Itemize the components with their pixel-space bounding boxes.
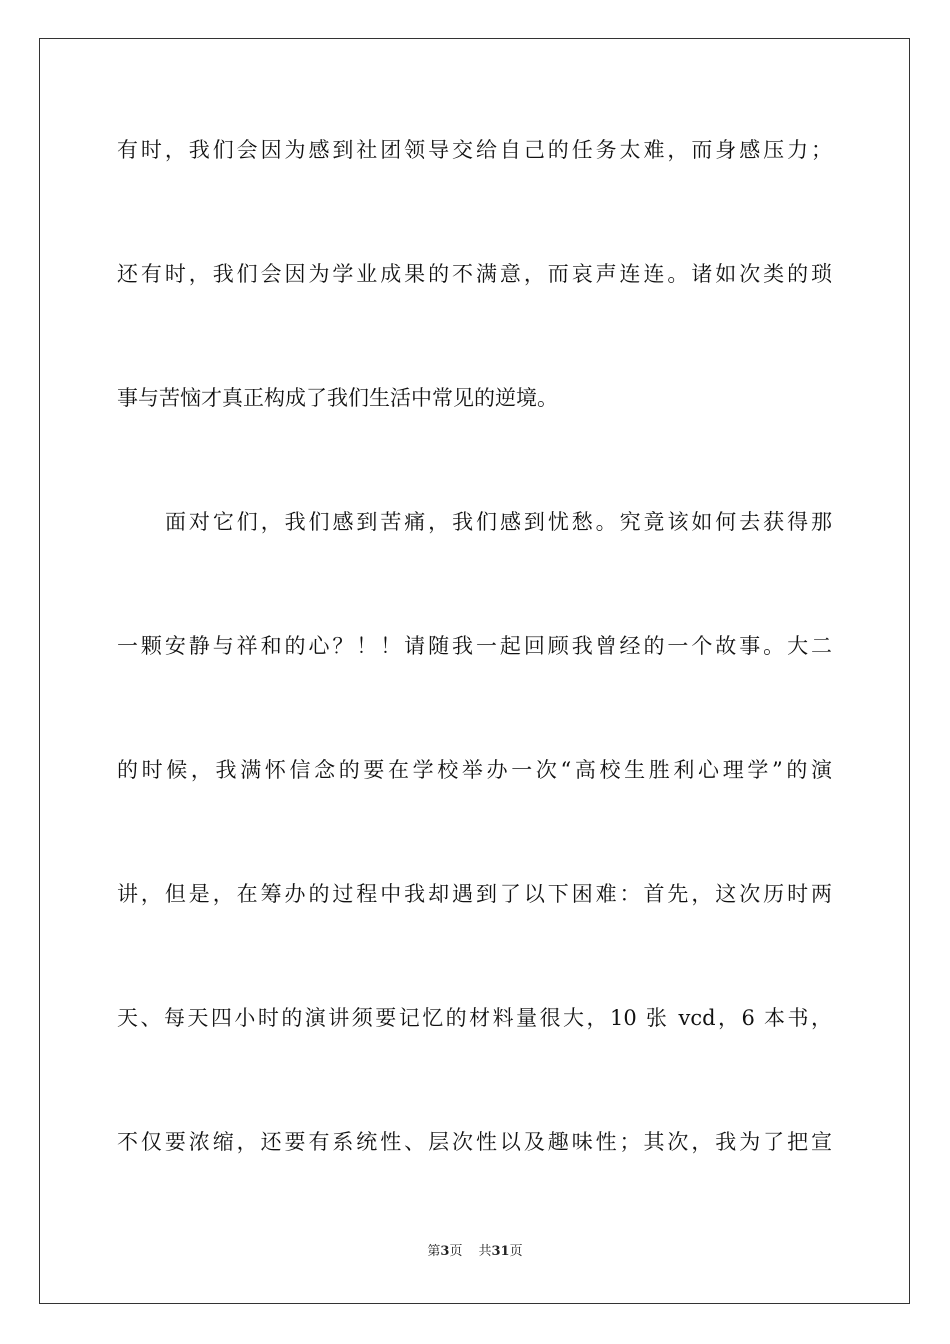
page-footer (0, 1243, 950, 1261)
text-line-9: 不仅要浓缩，还要有系统性、层次性以及趣味性；其次，我为了把宣 (117, 1130, 832, 1154)
text-line-4: 面对它们，我们感到苦痛，我们感到忧愁。究竟该如何去获得那 (165, 510, 832, 534)
page-suffix: 页 (449, 1244, 463, 1259)
text-line-7: 讲，但是，在筹办的过程中我却遇到了以下困难：首先，这次历时两 (117, 882, 832, 906)
text-line-2: 还有时，我们会因为学业成果的不满意，而哀声连连。诸如次类的琐 (117, 262, 832, 286)
total-pages: 31 (491, 1244, 510, 1259)
text-line-3: 事与苦恼才真正构成了我们生活中常见的逆境。 (117, 386, 558, 410)
text-line-1: 有时，我们会因为感到社团领导交给自己的任务太难，而身感压力； (117, 138, 832, 162)
text-line-5: 一颗安静与祥和的心？！！请随我一起回顾我曾经的一个故事。大二 (117, 634, 832, 658)
page-prefix: 第 (427, 1244, 441, 1259)
text-line-6: 的时候，我满怀信念的要在学校举办一次“高校生胜利心理学”的演 (117, 758, 832, 782)
page-current: 3 (440, 1244, 450, 1259)
text-line-8: 天、每天四小时的演讲须要记忆的材料量很大，10 张 vcd，6 本书， (117, 1006, 832, 1030)
total-suffix: 页 (509, 1244, 523, 1259)
total-prefix: 共 (478, 1244, 492, 1259)
page-border (39, 38, 910, 1304)
